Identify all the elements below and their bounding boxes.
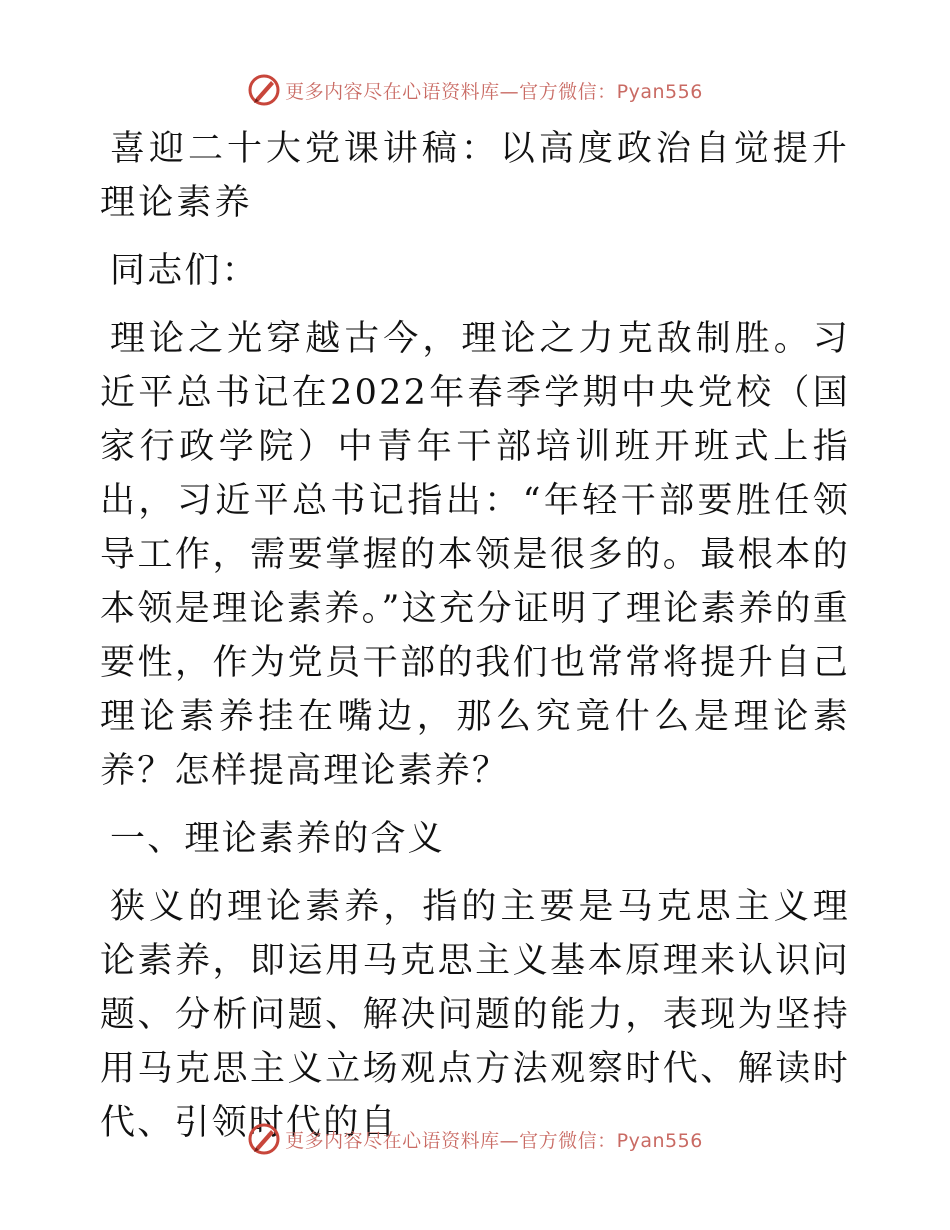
- footer-watermark: [0, 1119, 950, 1159]
- watermark-text: 更多内容尽在心语资料库—官方微信：Pyan556: [285, 80, 703, 103]
- paragraph-2: 狭义的理论素养，指的主要是马克思主义理论素养，即运用马克思主义基本原理来认识问题、分析问题、解决问题的能力，表现为坚持用马克思主义立场观点方法观察时代、解读时代、引领时代的自: [100, 887, 850, 1143]
- paragraph-1: 理论之光穿越古今，理论之力克敌制胜。习近平总书记在2022年春季学期中央党校（国家行政学院）中青年干部培训班开班式上指出，习近平总书记指出：“年轻干部要胜任领导工作，需要掌握的本领是很多的。最根本的本领是理论素养。”这充分证明了理论素养的重要性，作为党员干部的我们也常常将提升自己理论素养挂在嘴边，那么究竟什么是理论素养？怎样提高理论素养？: [100, 319, 850, 791]
- header-watermark: [0, 70, 950, 110]
- greeting: 同志们：: [110, 251, 259, 291]
- pen-logo-icon: [247, 73, 281, 107]
- document-title: 喜迎二十大党课讲稿：以高度政治自觉提升理论素养: [100, 129, 850, 223]
- document-body: [100, 122, 850, 1150]
- pen-logo-icon: [247, 1122, 281, 1156]
- watermark-text: 更多内容尽在心语资料库—官方微信：Pyan556: [285, 1129, 703, 1152]
- section-heading-1: 一、理论素养的含义: [110, 819, 445, 859]
